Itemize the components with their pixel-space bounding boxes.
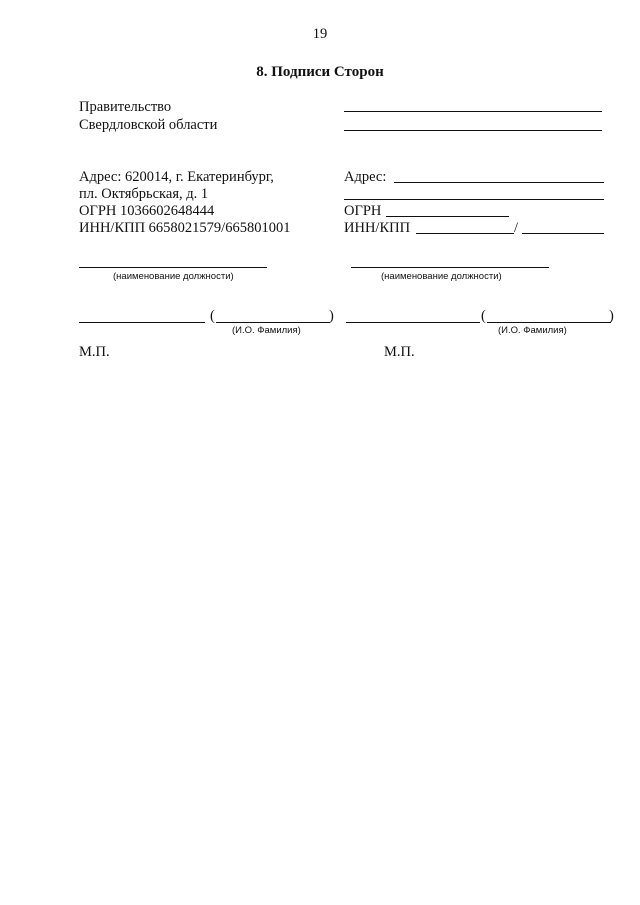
right-party-ogrn-label: ОГРН [344,203,382,219]
left-signature-blank[interactable] [79,322,205,323]
left-party-inn-kpp: ИНН/КПП 6658021579/665801001 [79,220,291,236]
page-number: 19 [312,26,328,42]
section-title: 8. Подписи Сторон [256,64,384,80]
right-signature-blank[interactable] [346,322,480,323]
right-fio-caption: (И.О. Фамилия) [498,325,567,336]
left-fio-open-paren: ( [210,308,215,324]
left-position-caption: (наименование должности) [113,271,234,282]
left-party-address-line1: Адрес: 620014, г. Екатеринбург, [79,169,274,185]
right-seal-mark: М.П. [384,344,415,360]
right-position-blank[interactable] [351,267,549,268]
right-party-inn-kpp-separator: / [514,220,519,236]
right-party-inn-kpp-label: ИНН/КПП [344,220,411,236]
left-party-name-line2: Свердловской области [79,117,218,133]
right-fio-close-paren: ) [609,308,614,324]
left-fio-blank[interactable] [216,322,330,323]
right-party-ogrn-blank[interactable] [386,216,509,217]
right-fio-blank[interactable] [487,322,611,323]
left-party-ogrn: ОГРН 1036602648444 [79,203,215,219]
left-fio-close-paren: ) [329,308,334,324]
left-party-address-line2: пл. Октябрьская, д. 1 [79,186,209,202]
right-party-inn-blank[interactable] [416,233,514,234]
right-fio-open-paren: ( [481,308,486,324]
left-seal-mark: М.П. [79,344,110,360]
right-position-caption: (наименование должности) [381,271,502,282]
right-party-name-blank-1[interactable] [344,111,602,112]
right-party-kpp-blank[interactable] [522,233,604,234]
left-party-name-line1: Правительство [79,99,172,115]
left-fio-caption: (И.О. Фамилия) [232,325,301,336]
left-position-blank[interactable] [79,267,267,268]
right-party-address-blank-2[interactable] [344,199,604,200]
right-party-address-label: Адрес: [344,169,387,185]
right-party-name-blank-2[interactable] [344,130,602,131]
right-party-address-blank-1[interactable] [394,182,604,183]
